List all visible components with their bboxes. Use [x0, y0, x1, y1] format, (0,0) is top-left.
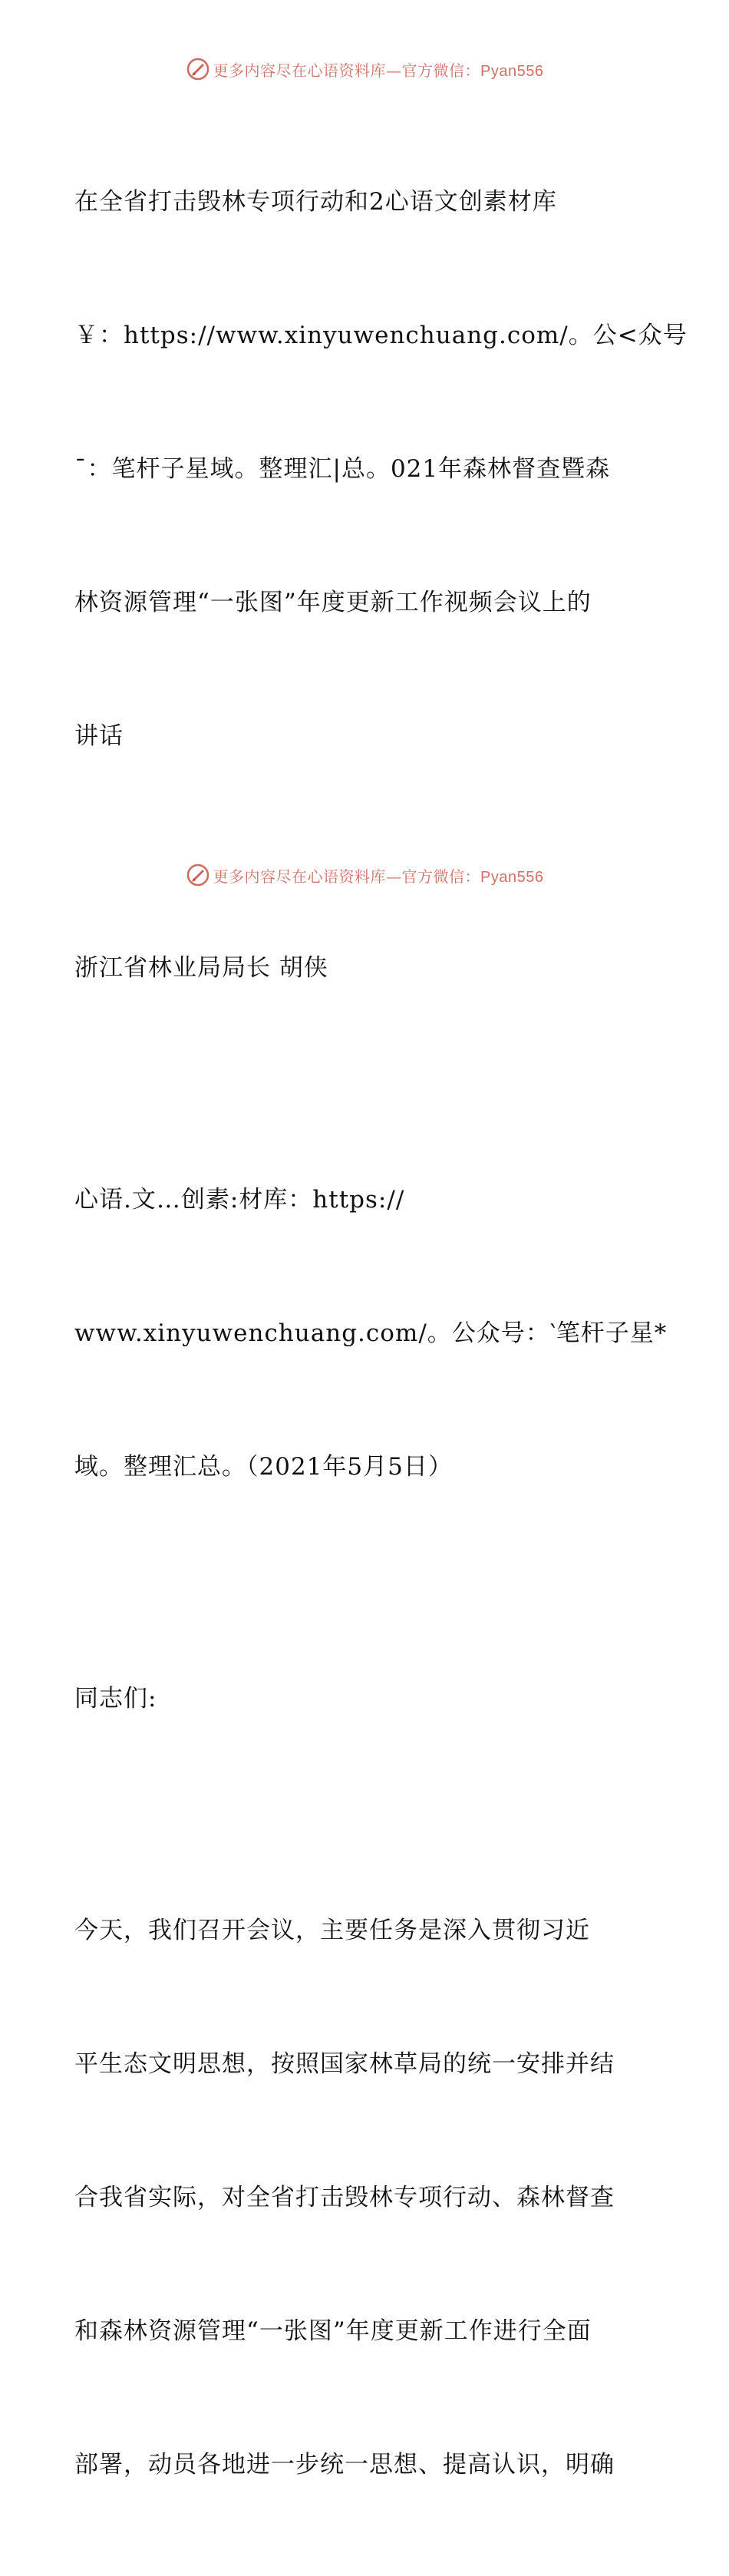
source-note: [74, 1088, 668, 1578]
title-line: 林资源管理“一张图”年度更新工作视频会议上的: [74, 589, 592, 616]
author-text: 浙江省林业局局长 胡侠: [74, 954, 328, 982]
body-line: 和森林资源管理“一张图”年度更新工作进行全面: [74, 2317, 592, 2345]
banner-text: 更多内容尽在心语资料库—官方微信：Pyan556: [213, 61, 544, 80]
source-line: www.xinyuwenchuang.com/。公众号：‵笔杆子星*: [74, 1319, 668, 1347]
body-line: 合我省实际，对全省打击毁林专项行动、森林督查: [74, 2184, 615, 2211]
header-banner: [0, 54, 729, 84]
body-line: 平生态文明思想，按照国家林草局的统一安排并结: [74, 2050, 615, 2078]
body-line: 今天，我们召开会议，主要任务是深入贯彻习近: [74, 1917, 590, 1944]
document-body: [74, 91, 688, 2576]
source-line: 域。整理汇总。（2021年5月5日）: [74, 1453, 453, 1481]
title-line: 在全省打击毁林专项行动和2心语文创素材库: [74, 188, 557, 216]
quill-logo-icon: [186, 57, 210, 81]
footer-banner: [0, 860, 729, 890]
title-line: ￥：https://www.xinyuwenchuang.com/。公<众号: [74, 322, 688, 349]
banner-text: 更多内容尽在心语资料库—官方微信：Pyan556: [213, 867, 544, 886]
salutation: [74, 1587, 658, 1810]
body-line: 部署，动员各地进一步统一思想、提高认识，明确: [74, 2451, 615, 2479]
salutation-text: 同志们:: [74, 1685, 157, 1712]
wechat-id: Pyan556: [480, 62, 544, 80]
document-title: [74, 91, 688, 847]
wechat-id: Pyan556: [480, 868, 544, 886]
title-line: 讲话: [74, 722, 124, 750]
title-line: ˉ：笔杆子星域。整理汇|总。021年森林督查暨森: [74, 455, 611, 483]
body-paragraph: [74, 1819, 658, 2576]
quill-logo-icon: [186, 863, 210, 887]
source-line: 心语.文…创素:材库：https://: [74, 1186, 405, 1214]
